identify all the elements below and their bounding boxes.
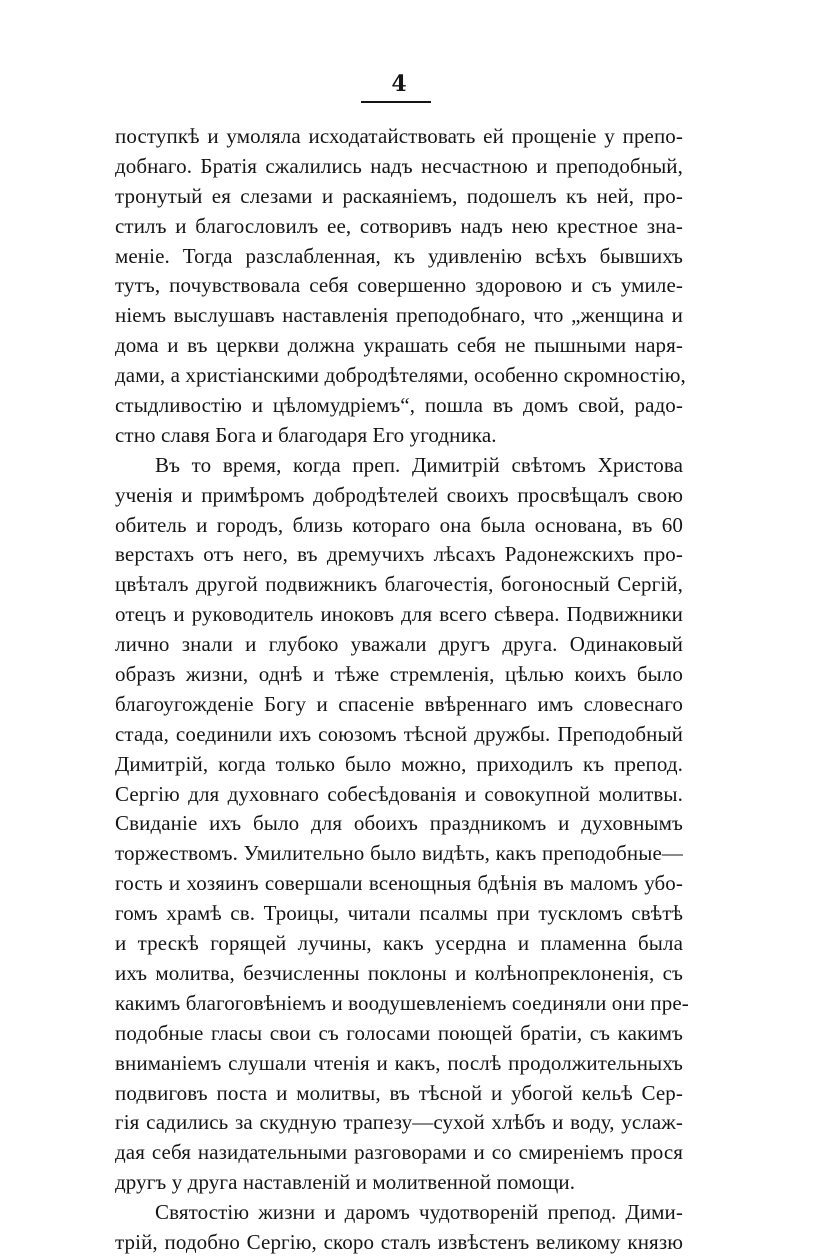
- text-line: стыдливостію и цѣломудріемъ“, пошла въ домъ свой, радо-: [115, 393, 683, 418]
- text-line: гомъ храмѣ св. Троицы, читали псалмы при тускломъ свѣтѣ: [115, 901, 683, 926]
- text-line: Димитрій, когда только было можно, приходилъ къ препод.: [115, 751, 683, 776]
- text-line: гость и хозяинъ совершали всенощныя бдѣнія въ маломъ убо-: [115, 871, 683, 896]
- text-line: и трескѣ горящей лучины, какъ усердна и пламенна была: [115, 931, 683, 956]
- text-line: тронутый ея слезами и раскаяніемъ, подошелъ къ ней, про-: [115, 183, 683, 208]
- text-line: ученія и примѣромъ добродѣтелей своихъ просвѣщалъ свою: [115, 482, 683, 507]
- text-line: подвиговъ поста и молитвы, въ тѣсной и убогой кельѣ Сер-: [115, 1080, 683, 1105]
- text-line: благоугожденіе Богу и спасеніе ввѣреннаго имъ словеснаго: [115, 691, 683, 716]
- text-line: другъ у друга наставленій и молитвенной помощи.: [115, 1170, 576, 1195]
- text-line: меніе. Тогда разслабленная, къ удивленію всѣхъ бывшихъ: [115, 243, 683, 268]
- text-line: какимъ благоговѣніемъ и воодушевленіемъ соединяли они пре-: [115, 990, 689, 1015]
- text-line: подобные гласы свои съ голосами поющей братіи, съ какимъ: [115, 1020, 683, 1045]
- text-line: Въ то время, когда преп. Димитрій свѣтомъ Христова: [155, 452, 683, 477]
- text-line: тутъ, почувствовала себя совершенно здоровою и съ умиле-: [115, 273, 683, 298]
- text-line: Свиданіе ихъ было для обоихъ праздникомъ и духовнымъ: [115, 811, 683, 836]
- header-rule: [361, 101, 431, 103]
- text-line: трій, подобно Сергію, скоро сталъ извѣстенъ великому князю: [115, 1229, 683, 1254]
- text-line: добнаго. Братія сжалились надъ несчастною и преподобный,: [115, 153, 683, 178]
- text-line: дая себя назидательными разговорами и со смиреніемъ прося: [115, 1140, 683, 1165]
- text-line: стада, соединили ихъ союзомъ тѣсной дружбы. Преподобный: [115, 721, 683, 746]
- text-line: дома и въ церкви должна украшать себя не пышными наря-: [115, 333, 683, 358]
- text-line: верстахъ отъ него, въ дремучихъ лѣсахъ Радонежскихъ про-: [115, 542, 683, 567]
- text-line: отецъ и руководитель иноковъ для всего сѣвера. Подвижники: [115, 602, 683, 627]
- page-number: 4: [391, 71, 407, 97]
- text-line: гія садились за скудную трапезу—сухой хлѣбъ и воду, услаж-: [115, 1110, 683, 1135]
- text-line: дами, а христіанскими добродѣтелями, особенно скромностію,: [115, 363, 686, 388]
- text-line: ихъ молитва, безчисленны поклоны и колѣнопреклоненія, съ: [115, 960, 683, 985]
- text-line: вниманіемъ слушали чтенія и какъ, послѣ продолжительныхъ: [115, 1050, 683, 1075]
- text-line: поступкѣ и умоляла исходатайствовать ей прощеніе у препо-: [115, 124, 683, 148]
- text-line: стно славя Бога и благодаря Его угодника.: [115, 422, 497, 447]
- text-line: Сергію для духовнаго собесѣдованія и совокупной молитвы.: [115, 781, 683, 806]
- text-line: Святостію жизни и даромъ чудотвореній препод. Дими-: [155, 1200, 683, 1225]
- text-line: цвѣталъ другой подвижникъ благочестія, богоносный Сергій,: [115, 572, 683, 597]
- text-line: лично знали и глубоко уважали другъ друга. Одинаковый: [115, 632, 683, 657]
- body-text: [115, 122, 689, 1258]
- text-line: ніемъ выслушавъ наставленія преподобнаго, что „женщина и: [115, 303, 683, 328]
- text-line: образъ жизни, однѣ и тѣже стремленія, цѣлью коихъ было: [115, 662, 683, 687]
- text-line: обитель и городъ, близь котораго она была основана, въ 60: [115, 512, 683, 537]
- text-line: стилъ и благословилъ ее, сотворивъ надъ нею крестное зна-: [115, 213, 683, 238]
- text-line: торжествомъ. Умилительно было видѣть, какъ преподобные—: [115, 841, 683, 866]
